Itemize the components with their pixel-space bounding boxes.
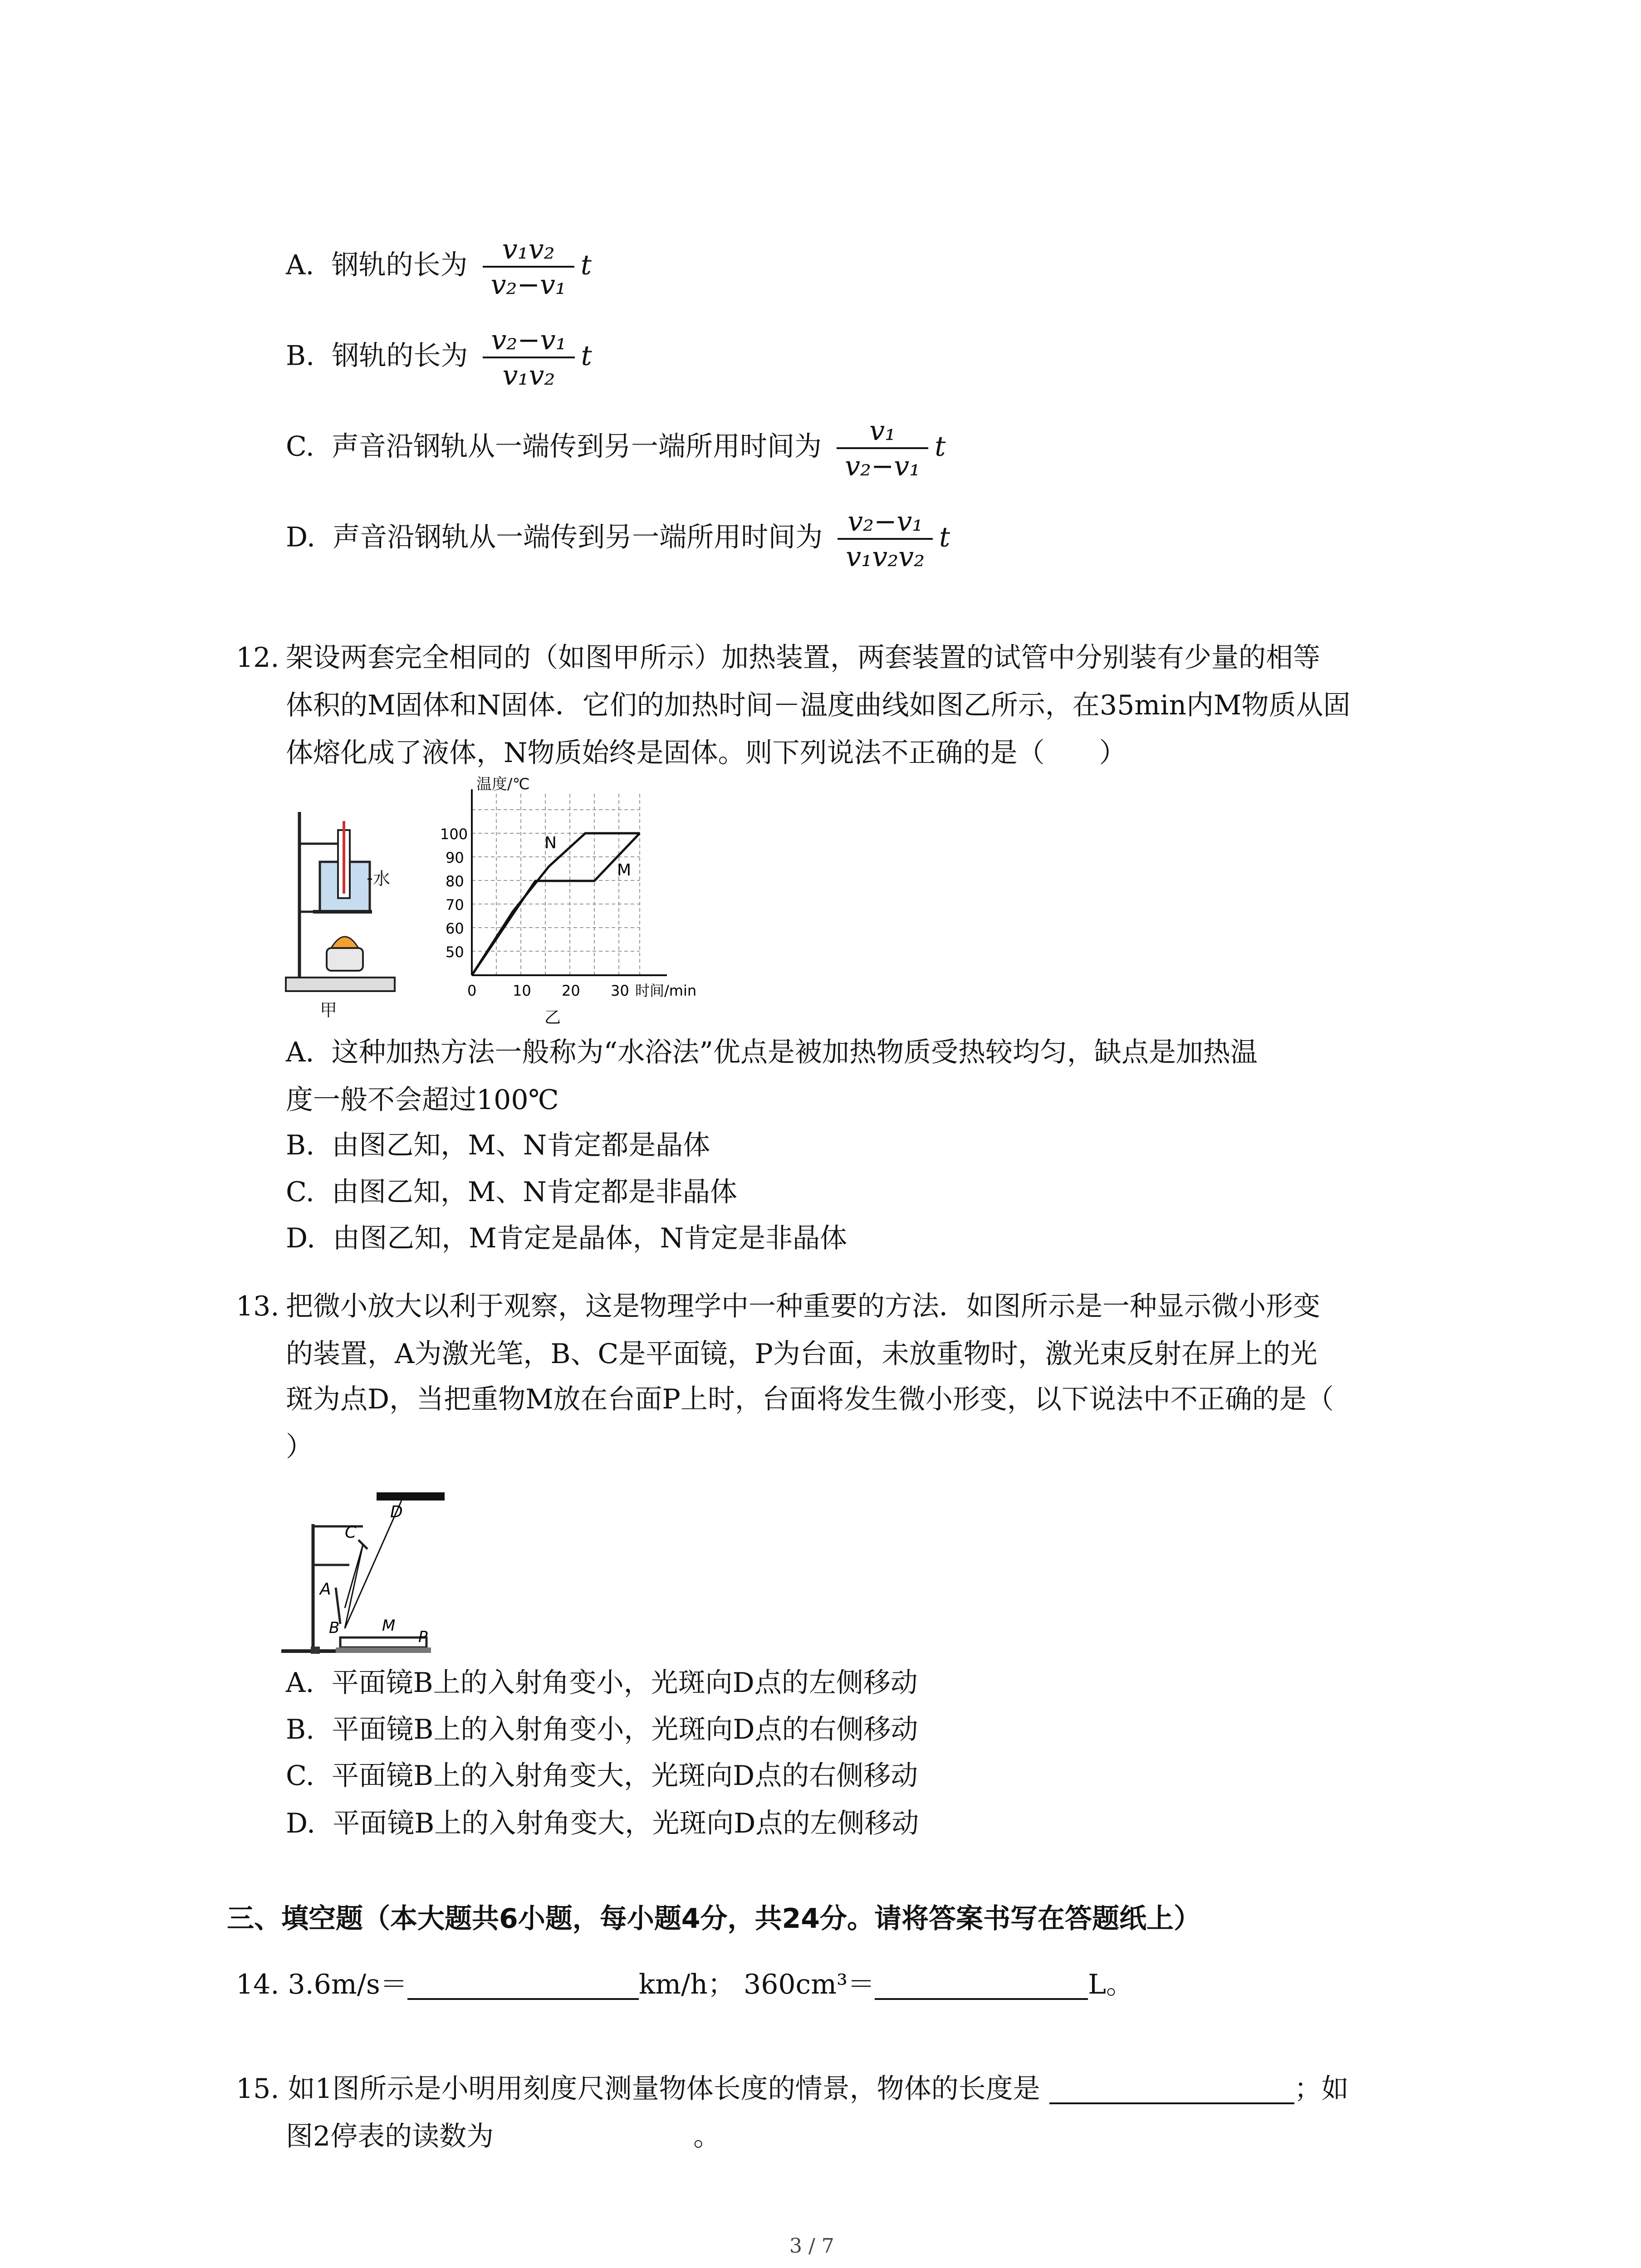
q14-blank-2[interactable] [875,1971,1088,2000]
caption-yi: 乙 [544,1008,561,1027]
q15-blank-2[interactable] [494,2123,693,2150]
caption-jia: 甲 [320,1000,338,1020]
q13-stem-line-2: 的装置，A为激光笔，B、C是平面镜，P为台面，未放重物时，激光束反射在屏上的光 [286,1338,1318,1370]
q11-option-d: D. 声音沿钢轨从一端传到另一端所用时间为 $\frac{\text{v₂−v₁}}{\text{v₁v₂v₂}}$ t [286,506,950,573]
fraction: $\frac{\text{v₁}}{\text{v₂−v₁}}$ [837,417,928,480]
curve-label-n: N [544,834,557,852]
q13-option-c: C. 平面镜B上的入射角变大，光斑向D点的右侧移动 [286,1760,918,1792]
y-tick: 70 [446,896,464,914]
q12-number: 12. [236,642,279,674]
y-tick: 50 [446,943,464,961]
fraction: $\frac{\text{v₁v₂}}{\text{v₂−v₁}}$ [483,236,574,298]
q13-option-a: A. 平面镜B上的入射角变小，光斑向D点的左侧移动 [286,1667,918,1699]
q12-figure-chart [422,776,721,1030]
q12-stem-line-3: 体熔化成了液体，N物质始终是固体。则下列说法不正确的是（ ） [286,737,1127,769]
fraction: $\frac{\text{v₂−v₁}}{\text{v₁v₂v₂}}$ [838,508,933,571]
label-d: D [390,1503,403,1521]
q12-stem-line-1: 架设两套完全相同的（如图甲所示）加热装置，两套装置的试管中分别装有少量的相等 [286,642,1320,674]
q11-option-a: A. 钢轨的长为 $\frac{\text{v₁v₂}}{\text{v₂−v₁}}$ t [286,234,592,301]
q12-option-d: D. 由图乙知，M肯定是晶体，N肯定是非晶体 [286,1222,847,1254]
q13-option-d: D. 平面镜B上的入射角变大，光斑向D点的左侧移动 [286,1808,919,1839]
q15-line-1: 15. 如1图所示是小明用刻度尺测量物体长度的情景，物体的长度是 ；如 [236,2073,1349,2105]
q12-option-a: A. 这种加热方法一般称为“水浴法”优点是被加热物质受热较均匀，缺点是加热温 [286,1036,1258,1068]
page-number: 3 / 7 [789,2234,834,2258]
water-label: 水 [373,869,391,889]
q12-option-b: B. 由图乙知，M、N肯定都是晶体 [286,1129,710,1161]
curve-label-m: M [617,861,632,880]
section-3-heading: 三、填空题（本大题共6小题，每小题4分，共24分。请将答案书写在答题纸上） [227,1903,1201,1935]
q12-figure-apparatus [277,803,404,1021]
label-b: B [329,1619,340,1637]
q14-blank-1[interactable] [407,1971,639,2000]
q13-option-b: B. 平面镜B上的入射角变小，光斑向D点的右侧移动 [286,1714,918,1745]
y-tick: 90 [446,849,464,866]
q13-stem-line-3: 斑为点D，当把重物M放在台面P上时，台面将发生微小形变，以下说法中不正确的是（ [286,1383,1334,1415]
q12-option-a-cont: 度一般不会超过100℃ [286,1084,559,1116]
q11-option-c: C. 声音沿钢轨从一端传到另一端所用时间为 $\frac{\text{v₁}}{\text{v₂−v₁}}$ t [286,415,946,482]
q13-stem-line-4: ） [286,1431,313,1463]
label-a: A [320,1580,331,1598]
chart-xlabel: 时间/min [635,982,697,999]
x-tick: 10 [513,982,531,999]
label-c: C [345,1523,357,1542]
q15-blank-1[interactable] [1049,2075,1294,2104]
x-tick: 20 [562,982,580,999]
x-tick: 0 [467,982,477,999]
q12-stem-line-2: 体积的M固体和N固体．它们的加热时间－温度曲线如图乙所示，在35min内M物质从固 [286,689,1351,721]
y-tick: 100 [440,826,468,843]
q15-line-2: 图2停表的读数为 。 [286,2121,721,2152]
fraction: $\frac{\text{v₂−v₁}}{\text{v₁v₂}}$ [483,327,574,389]
q13-figure-apparatus [277,1492,458,1660]
x-tick: 30 [611,982,629,999]
label-m: M [382,1617,396,1635]
q13-number: 13. [236,1290,279,1322]
q11-option-b: B. 钢轨的长为 $\frac{\text{v₂−v₁}}{\text{v₁v₂}}$ t [286,324,592,391]
y-tick: 80 [446,873,464,890]
y-tick: 60 [446,920,464,937]
q13-stem-line-1: 把微小放大以利于观察，这是物理学中一种重要的方法．如图所示是一种显示微小形变 [286,1290,1320,1322]
label-p: P [418,1628,428,1646]
q14: 14. 3.6m/s＝ km/h； 360cm³＝ L。 [236,1969,1133,2000]
q12-option-c: C. 由图乙知，M、N肯定都是非晶体 [286,1176,737,1208]
chart-ylabel: 温度/℃ [476,776,530,793]
